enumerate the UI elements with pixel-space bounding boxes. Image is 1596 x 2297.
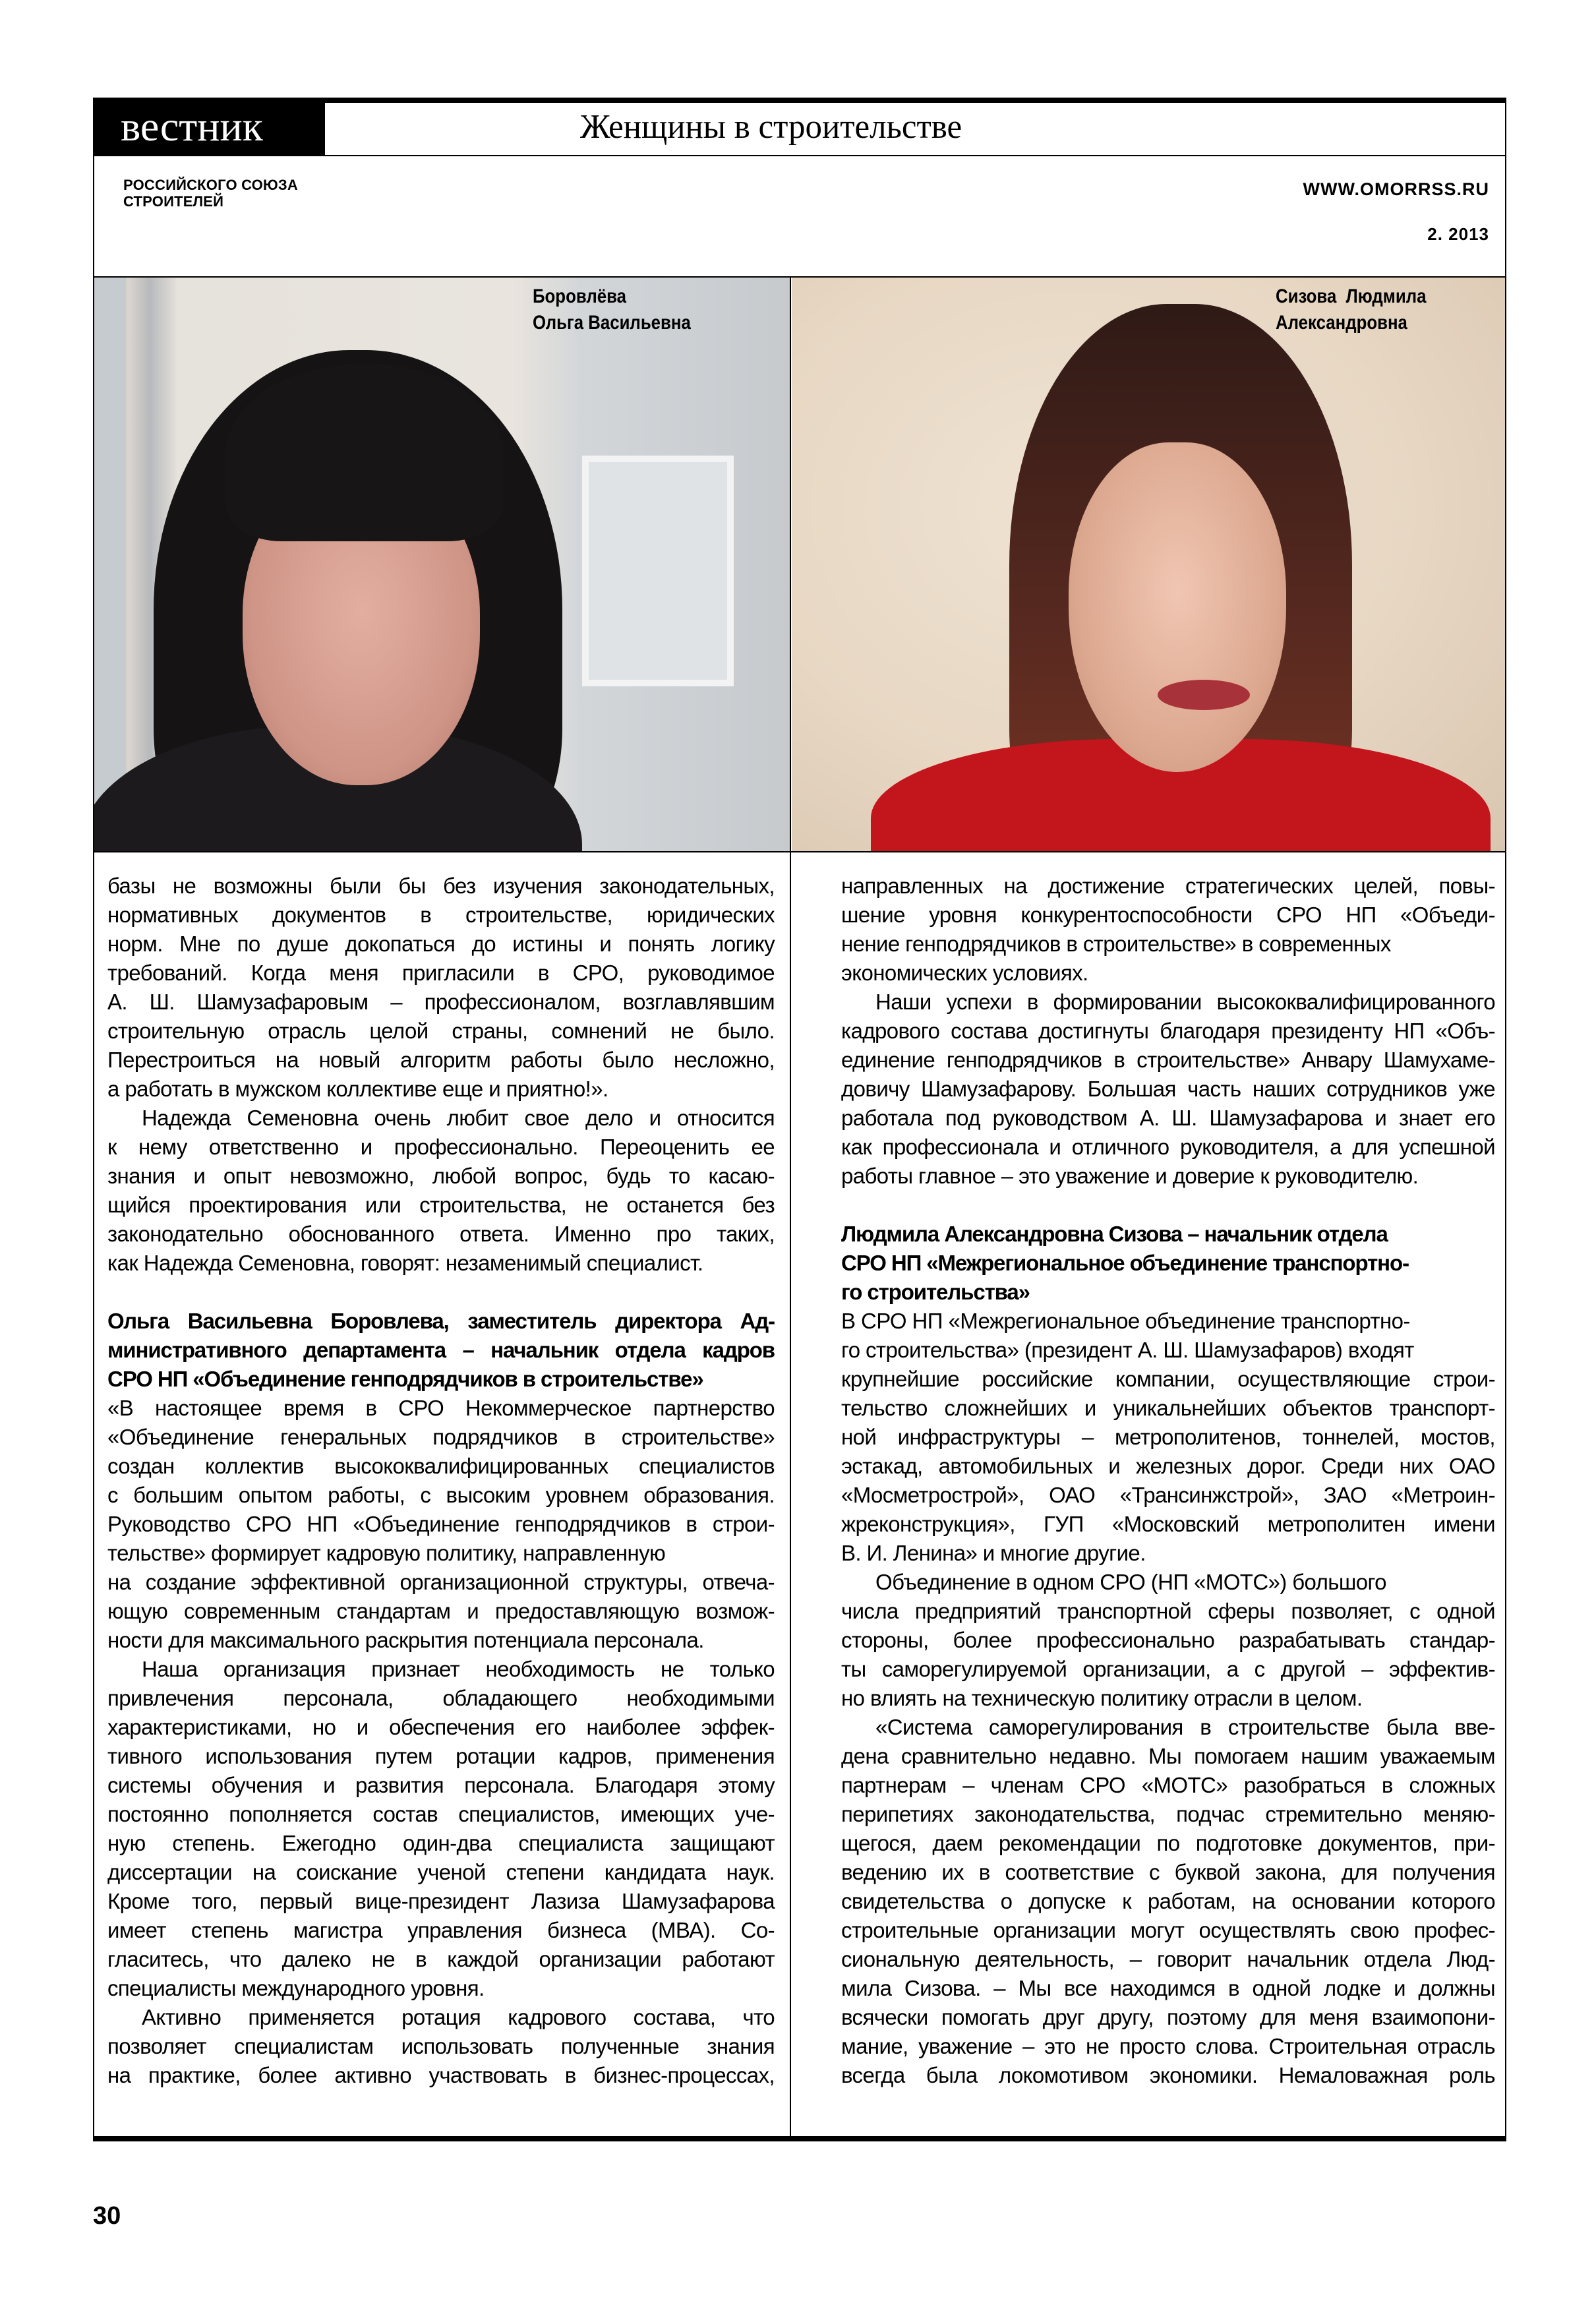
publisher-name (123, 177, 298, 210)
article-text-line: жреконструкция», ГУП «Московский метрополитен имени (841, 1512, 1495, 1536)
article-column-left (107, 872, 775, 2090)
article-text-line: ную степень. Ежегодно один-два специалиста защищают (107, 1831, 775, 1855)
article-text-line: свидетельства о допуске к работам, на основании которого (841, 1889, 1495, 1913)
article-text-line: Руководство СРО НП «Объединение генподрядчиков в строи- (107, 1512, 775, 1536)
paragraph-gap (841, 1191, 1495, 1220)
article-text-line: с большим опытом работы, с высоким уровнем образования. (107, 1483, 775, 1507)
article-text-line: как профессионала и отличного руководителя, а для успешной (841, 1135, 1495, 1159)
article-text-line: требований. Когда меня пригласили в СРО, руководимое (107, 961, 775, 985)
article-text-line: «Мосметрострой», ОАО «Трансинжстрой», ЗАО «Метроин- (841, 1483, 1495, 1507)
article-text-line: «Объединение генеральных подрядчиков в строительстве» (107, 1425, 775, 1449)
article-text-line: перипетиях законодательства, подчас стремительно меняю- (841, 1802, 1495, 1826)
article-text-line: эстакад, автомобильных и железных дорог. Среди них ОАО (841, 1454, 1495, 1478)
article-text-line: направленных на достижение стратегических целей, повы- (841, 874, 1495, 898)
article-subheading-line: СРО НП «Объединение генподрядчиков в строительстве» (107, 1367, 703, 1391)
caption-line: Александровна (1276, 312, 1407, 334)
photo-caption-left (533, 283, 691, 336)
article-text-line: крупнейшие российские компании, осуществляющие строи- (841, 1367, 1495, 1391)
window-frame-shape (94, 278, 126, 852)
article-text-line: щегося, даем рекомендации по подготовке документов, при- (841, 1831, 1495, 1855)
article-text-line: А. Ш. Шамузафаровым – профессионалом, возглавлявшим (107, 990, 775, 1014)
caption-line: Ольга Васильевна (533, 312, 691, 334)
article-text-line: как Надежда Семеновна, говорят: незаменимый специалист. (107, 1251, 703, 1275)
article-subheading-line: СРО НП «Межрегиональное объединение транспортно- (841, 1251, 1409, 1275)
article-text-line: кадрового состава достигнуты благодаря президенту НП «Объ- (841, 1019, 1495, 1043)
caption-line: Боровлёва (533, 285, 626, 307)
article-text-line: мила Сизова. – Мы все находимся в одной лодке и должны (841, 1976, 1495, 2000)
article-subheading-line: го строительства» (841, 1280, 1030, 1304)
article-text-line: всегда была локомотивом экономики. Немаловажная роль (841, 2063, 1495, 2087)
article-text-line: на практике, более активно участвовать в бизнес-процессах, (107, 2063, 775, 2087)
article-text-line: партнерам – членам СРО «МОТС» разобраться в сложных (841, 1773, 1495, 1797)
paragraph-gap (107, 1278, 775, 1307)
article-text-line: работала под руководством А. Ш. Шамузафарова и знает его (841, 1106, 1495, 1130)
magazine-logo: вестник (93, 98, 325, 156)
article-text-line: сиональную деятельность, – говорит начальник отдела Люд- (841, 1947, 1495, 1971)
article-text-line: дена сравнительно недавно. Мы помогаем нашим уважаемым (841, 1744, 1495, 1768)
article-text-line: позволяет специалистам использовать полученные знания (107, 2034, 775, 2058)
article-column-right (841, 872, 1495, 2090)
article-text-line: строительные организации могут осуществлять свою профес- (841, 1918, 1495, 1942)
article-text-line: щийся проектирования или строительства, не останется без (107, 1193, 775, 1217)
column-divider (790, 278, 791, 2137)
article-text-line: тивного использования путем ротации кадров, применения (107, 1744, 775, 1768)
article-text-line: Перестроиться на новый алгоритм работы было несложно, (107, 1048, 775, 1072)
window-shape (582, 456, 734, 686)
article-text-line: стороны, более профессионально разрабатывать стандар- (841, 1628, 1495, 1652)
issue-number: 2. 2013 (1427, 224, 1489, 244)
photo-caption-right (1276, 283, 1427, 336)
article-text-line: ной инфраструктуры – метрополитенов, тоннелей, мостов, (841, 1425, 1495, 1449)
article-text-line: Активно применяется ротация кадрового состава, что (142, 2005, 775, 2029)
frame-right-rule (1505, 98, 1506, 2141)
article-text-line: к нему ответственно и профессионально. Переоценить ее (107, 1135, 775, 1159)
article-text-line: а работать в мужском коллективе еще и приятно!». (107, 1077, 608, 1101)
article-text-line: создан коллектив высококвалифицированных специалистов (107, 1454, 775, 1478)
footer-rule (93, 2136, 1506, 2141)
article-subheading-line: министративного департамента – начальник отдела кадров (107, 1338, 775, 1362)
article-text-line: Наша организация признает необходимость не только (142, 1657, 775, 1681)
portrait-photo-sizova (792, 278, 1505, 852)
article-text-line: специалисты международного уровня. (107, 1976, 485, 2000)
website-url: WWW.OMORRSS.RU (1303, 179, 1489, 199)
article-text-line: В СРО НП «Межрегиональное объединение транспортно- (841, 1309, 1410, 1333)
article-text-line: имеет степень магистра управления бизнеса (МВА). Со- (107, 1918, 775, 1942)
bangs-shape (226, 363, 503, 541)
article-text-line: числа предприятий транспортной сферы позволяет, с одной (841, 1599, 1495, 1623)
article-text-line: единение генподрядчиков в строительстве» Анвару Шамухаме- (841, 1048, 1495, 1072)
article-text-line: «Система саморегулирования в строительстве была вве- (875, 1715, 1495, 1739)
publisher-name-line1: РОССИЙСКОГО СОЮЗА (123, 177, 298, 193)
article-text-line: диссертации на соискание ученой степени кандидата наук. (107, 1860, 775, 1884)
face-shape (1069, 442, 1286, 772)
article-text-line: Наши успехи в формировании высококвалифицированного (875, 990, 1495, 1014)
article-text-line: базы не возможны были бы без изучения законодательных, (107, 874, 775, 898)
portrait-photo-borovleva (94, 278, 790, 852)
article-text-line: всячески помогать друг другу, поэтому для меня взаимопони- (841, 2005, 1495, 2029)
article-text-line: Объединение в одном СРО (НП «МОТС») большого (875, 1570, 1386, 1594)
article-text-line: законодательно обоснованного ответа. Именно про таких, (107, 1222, 775, 1246)
lips-shape (1158, 680, 1250, 710)
article-text-line: ности для максимального раскрытия потенциала персонала. (107, 1628, 704, 1652)
section-title: Женщины в строительстве (580, 108, 962, 146)
article-text-line: ты саморегулируемой организации, а с другой – эффектив- (841, 1657, 1495, 1681)
article-text-line: постоянно пополняется состав специалистов, имеющих уче- (107, 1802, 775, 1826)
caption-line: Сизова Людмила (1276, 285, 1427, 307)
article-text-line: норм. Мне по душе докопаться до истины и понять логику (107, 932, 775, 956)
article-subheading-line: Ольга Васильевна Боровлева, заместитель директора Ад- (107, 1309, 775, 1333)
article-text-line: довичу Шамузафарову. Большая часть наших сотрудников уже (841, 1077, 1495, 1101)
article-text-line: шение уровня конкурентоспособности СРО НП «Объеди- (841, 903, 1495, 927)
article-text-line: го строительства» (президент А. Ш. Шамузафаров) входят (841, 1338, 1414, 1362)
article-text-line: знания и опыт невозможно, любой вопрос, будь то касаю- (107, 1164, 775, 1188)
article-text-line: но влиять на техническую политику отрасли в целом. (841, 1686, 1363, 1710)
article-text-line: характеристиками, но и обеспечения его наиболее эффек- (107, 1715, 775, 1739)
article-text-line: нормативных документов в строительстве, юридических (107, 903, 775, 927)
article-text-line: системы обучения и развития персонала. Благодаря этому (107, 1773, 775, 1797)
article-text-line: гласитесь, что далеко не в каждой организации работают (107, 1947, 775, 1971)
article-text-line: на создание эффективной организационной структуры, отвеча- (107, 1570, 775, 1594)
publisher-name-line2: СТРОИТЕЛЕЙ (123, 193, 224, 210)
article-text-line: ведению их в соответствие с буквой закона, для получения (841, 1860, 1495, 1884)
article-text-line: тельстве» формирует кадровую политику, направленную (107, 1541, 666, 1565)
article-text-line: нение генподрядчиков в строительстве» в современных (841, 932, 1391, 956)
article-text-line: В. И. Ленина» и многие другие. (841, 1541, 1146, 1565)
article-text-line: мание, уважение – это не просто слова. Строительная отрасль (841, 2034, 1495, 2058)
page-number: 30 (93, 2202, 121, 2230)
article-subheading-line: Людмила Александровна Сизова – начальник отдела (841, 1222, 1388, 1246)
article-text-line: Кроме того, первый вице-президент Лазиза Шамузафарова (107, 1889, 775, 1913)
header-divider (93, 155, 1506, 156)
article-text-line: тельство сложнейших и уникальнейших объектов транспорт- (841, 1396, 1495, 1420)
article-text-line: ющую современным стандартам и предоставляющую возмож- (107, 1599, 775, 1623)
photo-bottom-rule (93, 851, 1506, 852)
article-text-line: привлечения персонала, обладающего необходимыми (107, 1686, 775, 1710)
article-text-line: экономических условиях. (841, 961, 1088, 985)
article-text-line: «В настоящее время в СРО Некоммерческое партнерство (107, 1396, 775, 1420)
article-text-line: Надежда Семеновна очень любит свое дело и относится (142, 1106, 775, 1130)
article-text-line: строительную отрасль целой страны, сомнений не было. (107, 1019, 775, 1043)
article-text-line: работы главное – это уважение и доверие к руководителю. (841, 1164, 1419, 1188)
